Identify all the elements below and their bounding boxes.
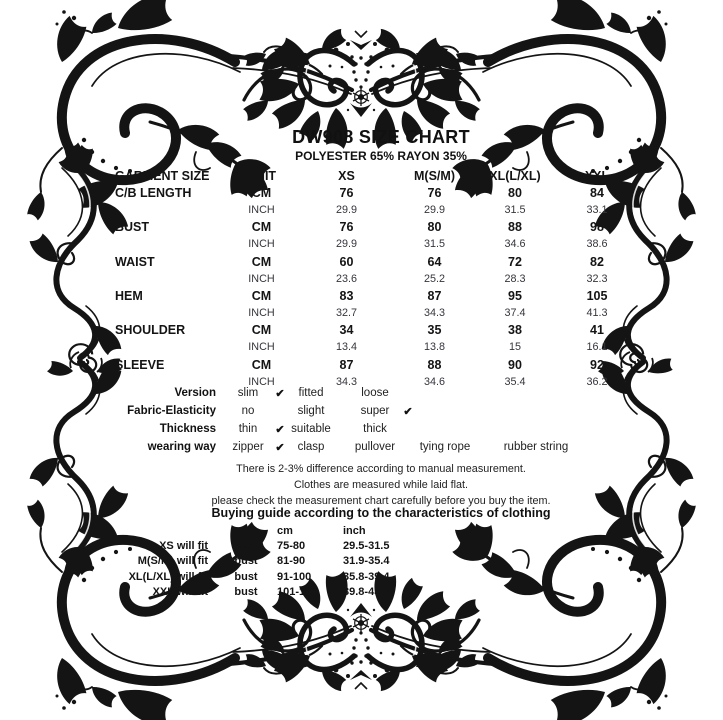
value-xl: 72	[508, 254, 522, 269]
unit-cell: CM	[251, 323, 272, 338]
attribute-option: clasp	[297, 441, 325, 453]
attribute-row	[115, 438, 595, 456]
value-xs: 23.6	[335, 272, 357, 285]
header-xs: XS	[338, 168, 355, 183]
value-xl: 38	[508, 323, 522, 338]
value-xs: 32.7	[335, 307, 357, 320]
value-xs: 29.9	[335, 203, 357, 216]
measurement-label: WAIST	[115, 254, 155, 269]
value-m: 64	[427, 254, 442, 269]
unit-cell: INCH	[248, 307, 275, 320]
header-garment-size: GARMENT SIZE	[115, 168, 210, 183]
table-row	[115, 322, 640, 339]
checkmark-icon: ✔	[275, 423, 285, 436]
value-m: 88	[427, 357, 442, 372]
value-m: 87	[427, 288, 442, 303]
value-xs: 87	[339, 357, 354, 372]
value-m: 35	[427, 323, 442, 338]
value-xxl: 82	[590, 254, 604, 269]
buying-guide-row	[120, 569, 460, 584]
measure-type: bust	[234, 555, 258, 568]
attribute-label: wearing way	[147, 441, 216, 453]
page-title: DW908 SIZE CHART	[292, 127, 470, 147]
fit-label: XS will fit	[159, 539, 208, 552]
fit-label: XL(L/XL) will fit	[128, 570, 208, 583]
value-xl: 90	[508, 357, 522, 372]
table-row	[115, 356, 640, 373]
buying-guide-title: Buying guide according to the characteristics of clothing	[211, 506, 551, 520]
value-m: 13.8	[423, 341, 445, 354]
header-cm: cm	[277, 524, 293, 537]
value-xs: 29.9	[335, 238, 357, 251]
checkmark-icon: ✔	[275, 387, 285, 400]
value-xs: 60	[339, 254, 354, 269]
header-unit: UNIT	[246, 168, 277, 183]
table-row	[115, 287, 640, 304]
measurement-notes	[110, 461, 652, 509]
size-table	[115, 167, 640, 390]
size-table-header	[115, 167, 640, 184]
fit-label: M(S/M) will fit	[137, 555, 208, 568]
unit-cell: INCH	[248, 341, 275, 354]
value-xl: 37.4	[504, 307, 526, 320]
value-m: 34.6	[423, 375, 445, 388]
value-xxl: 32.3	[586, 272, 608, 285]
unit-cell: CM	[251, 254, 272, 269]
value-xl: 34.6	[504, 238, 526, 251]
header-inch: inch	[343, 524, 366, 537]
cm-range: 75-80	[277, 539, 306, 552]
attribute-option: zipper	[232, 441, 264, 453]
attribute-option: slim	[237, 387, 259, 399]
value-xxl: 36.2	[586, 375, 608, 388]
attribute-label: Thickness	[159, 423, 216, 435]
value-xxl: 84	[590, 185, 604, 200]
value-xl: 15	[508, 341, 521, 354]
header-m: M(S/M)	[414, 168, 455, 183]
value-xl: 95	[508, 288, 522, 303]
table-row	[115, 219, 640, 236]
value-xxl: 33.1	[586, 203, 608, 216]
value-m: 76	[427, 185, 442, 200]
value-xl: 88	[508, 220, 522, 235]
value-xs: 34.3	[335, 375, 357, 388]
size-table-body	[115, 184, 640, 390]
buying-guide-row	[120, 554, 460, 569]
buying-guide-row	[120, 538, 460, 553]
inch-range: 35.8-39.4	[343, 570, 390, 583]
attribute-label: Version	[174, 387, 216, 399]
unit-cell: CM	[251, 220, 272, 235]
attribute-row	[115, 402, 595, 420]
inch-range: 29.5-31.5	[343, 539, 390, 552]
table-row	[115, 236, 640, 253]
table-row	[115, 201, 640, 218]
unit-cell: CM	[251, 288, 272, 303]
value-xs: 83	[339, 288, 354, 303]
value-xl: 28.3	[504, 272, 526, 285]
table-row	[115, 270, 640, 287]
attribute-option: super	[360, 405, 390, 417]
attribute-label: Fabric-Elasticity	[127, 405, 216, 417]
measure-type: bust	[234, 570, 258, 583]
value-xxl: 16.1	[586, 341, 608, 354]
attribute-option: pullover	[354, 441, 396, 453]
measure-type: bust	[234, 539, 258, 552]
measurement-label: HEM	[115, 288, 143, 303]
cm-range: 101-110	[277, 585, 317, 598]
clothing-attributes	[115, 384, 595, 456]
value-m: 31.5	[423, 238, 445, 251]
unit-cell: INCH	[248, 272, 275, 285]
buying-guide-row	[120, 584, 460, 599]
attribute-option: slight	[297, 405, 325, 417]
unit-cell: INCH	[248, 203, 275, 216]
cm-range: 81-90	[277, 555, 306, 568]
value-xxl: 41.3	[586, 307, 608, 320]
fit-label: XXL will fit	[152, 585, 208, 598]
unit-cell: CM	[251, 185, 272, 200]
fabric-composition: POLYESTER 65% RAYON 35%	[295, 149, 467, 163]
value-xs: 34	[339, 323, 354, 338]
measurement-label: SLEEVE	[115, 357, 165, 372]
table-row	[115, 339, 640, 356]
attribute-row	[115, 420, 595, 438]
header-xl: XL(L/XL)	[489, 168, 541, 183]
attribute-option: thick	[363, 423, 387, 435]
buying-guide-body	[120, 538, 460, 599]
note-line: Clothes are measured while laid flat.	[293, 479, 469, 491]
value-m: 34.3	[423, 307, 445, 320]
attribute-option: loose	[361, 387, 389, 399]
table-row	[115, 184, 640, 201]
attribute-option: thin	[238, 423, 258, 435]
cm-range: 91-100	[277, 570, 312, 583]
measurement-label: C/B LENGTH	[115, 185, 192, 200]
attribute-option: no	[241, 405, 255, 417]
value-xs: 76	[339, 220, 354, 235]
value-xl: 31.5	[504, 203, 526, 216]
value-xs: 13.4	[335, 341, 357, 354]
attribute-option: suitable	[291, 423, 331, 435]
unit-cell: CM	[251, 357, 272, 372]
header-xxl: XXL	[584, 168, 610, 183]
attribute-option: rubber string	[503, 441, 569, 453]
table-row	[115, 253, 640, 270]
attribute-row	[115, 384, 595, 402]
measure-type: bust	[234, 585, 258, 598]
attribute-option: fitted	[298, 387, 324, 399]
value-xxl: 41	[590, 323, 604, 338]
value-xxl: 98	[590, 220, 604, 235]
checkmark-icon: ✔	[403, 405, 413, 418]
value-m: 29.9	[423, 203, 445, 216]
inch-range: 31.9-35.4	[343, 555, 390, 568]
value-xl: 80	[508, 185, 522, 200]
value-m: 25.2	[423, 272, 445, 285]
value-xxl: 38.6	[586, 238, 608, 251]
measurement-label: SHOULDER	[115, 323, 186, 338]
note-line: please check the measurement chart carefully before you buy the item.	[211, 495, 551, 507]
unit-cell: INCH	[248, 238, 275, 251]
measurement-label: BUST	[115, 220, 150, 235]
value-xs: 76	[339, 185, 354, 200]
unit-cell: INCH	[248, 375, 275, 388]
value-m: 80	[427, 220, 442, 235]
value-xxl: 92	[590, 357, 604, 372]
buying-guide-header	[120, 523, 460, 538]
inch-range: 39.8-43.3	[343, 585, 390, 598]
checkmark-icon: ✔	[275, 441, 285, 454]
table-row	[115, 305, 640, 322]
note-line: There is 2-3% difference according to manual measurement.	[236, 463, 526, 475]
attribute-option: tying rope	[419, 441, 471, 453]
value-xl: 35.4	[504, 375, 526, 388]
buying-guide-table	[120, 523, 460, 599]
value-xxl: 105	[586, 288, 608, 303]
